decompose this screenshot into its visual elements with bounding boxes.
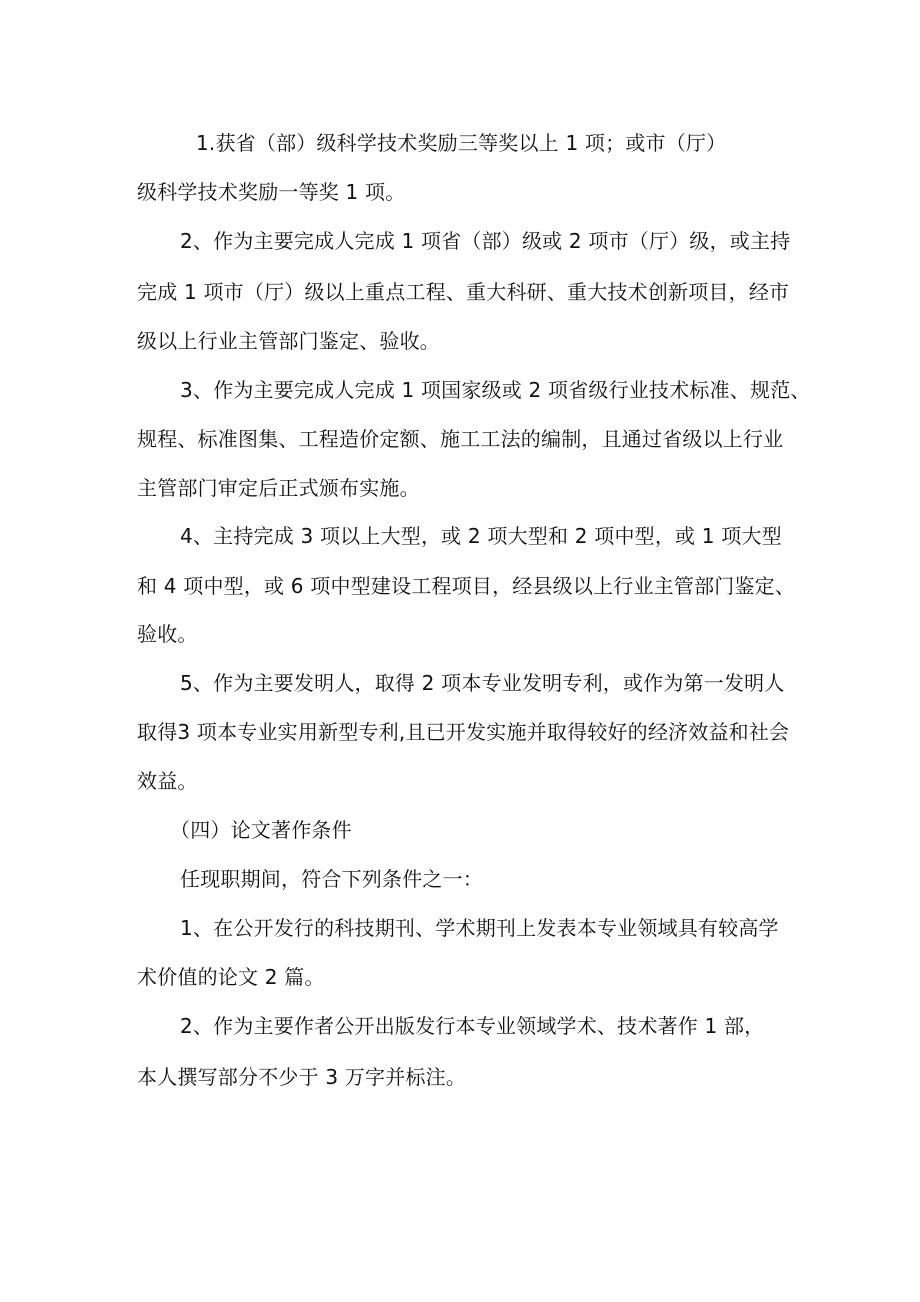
text-line: 完成 1 项市（厅）级以上重点工程、重大科研、重大技术创新项目，经市 <box>137 280 790 304</box>
text-line: 级科学技术奖励一等奖 1 项。 <box>137 180 406 204</box>
section-heading: （四）论文著作条件 <box>170 818 352 842</box>
text-line: 3、作为主要完成人完成 1 项国家级或 2 项省级行业技术标准、规范、 <box>180 378 811 402</box>
text-line: 主管部门审定后正式颁布实施。 <box>137 476 420 500</box>
text-line: 1、在公开发行的科技期刊、学术期刊上发表本专业领域具有较高学 <box>180 916 779 940</box>
text-line: 验收。 <box>137 622 198 646</box>
text-line: 和 4 项中型，或 6 项中型建设工程项目，经县级以上行业主管部门鉴定、 <box>137 574 796 598</box>
text-line: 效益。 <box>137 769 198 793</box>
text-line: 本人撰写部分不少于 3 万字并标注。 <box>137 1065 467 1089</box>
text-line: 5、作为主要发明人，取得 2 项本专业发明专利，或作为第一发明人 <box>180 671 785 695</box>
text-line: 4、主持完成 3 项以上大型，或 2 项大型和 2 项中型，或 1 项大型 <box>180 524 782 548</box>
text-line: 2、作为主要完成人完成 1 项省（部）级或 2 项市（厅）级，或主持 <box>180 229 791 253</box>
text-line: 2、作为主要作者公开出版发行本专业领域学术、技术著作 1 部， <box>180 1014 765 1038</box>
text-line: 任现职期间，符合下列条件之一： <box>180 867 483 891</box>
text-line: 术价值的论文 2 篇。 <box>137 965 325 989</box>
text-line: 级以上行业主管部门鉴定、验收。 <box>137 329 440 353</box>
text-line: 1.获省（部）级科学技术奖励三等奖以上 1 项；或市（厅） <box>196 131 727 155</box>
text-line: 取得3 项本专业实用新型专利,且已开发实施并取得较好的经济效益和社会 <box>137 720 790 744</box>
text-line: 规程、标准图集、工程造价定额、施工工法的编制，且通过省级以上行业 <box>137 427 784 451</box>
